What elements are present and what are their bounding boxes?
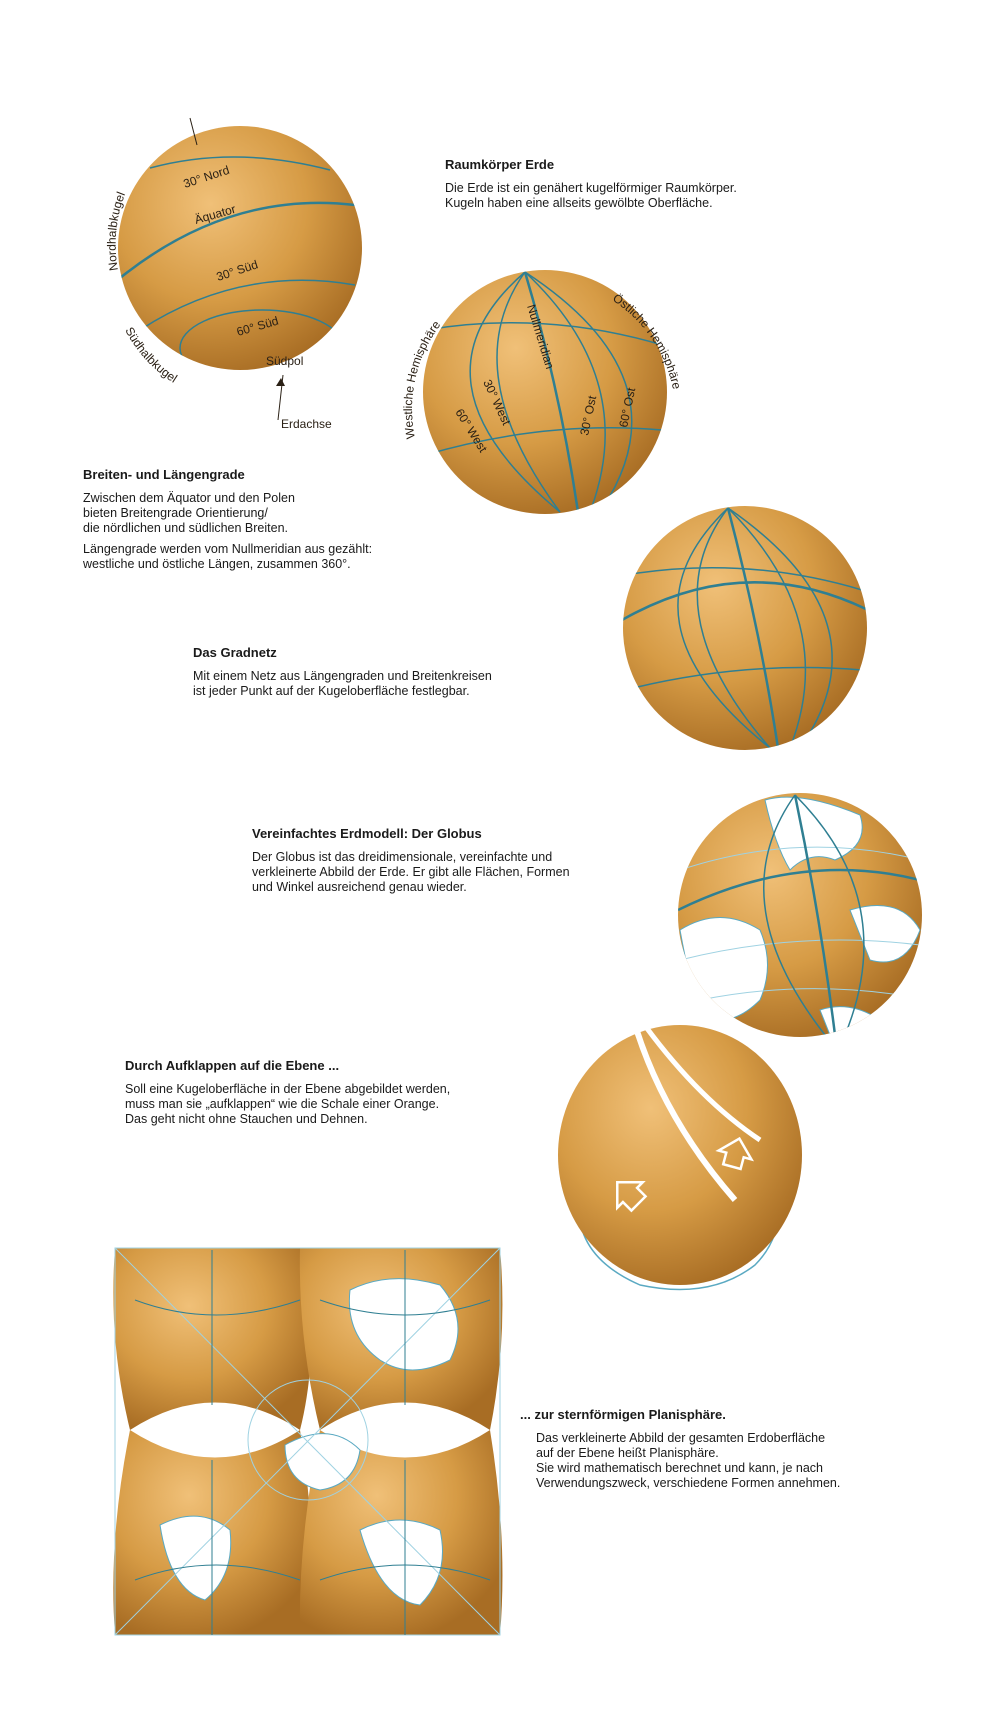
label-nullmeridian: Nullmeridian xyxy=(524,302,558,371)
peeled-globe xyxy=(558,1025,802,1290)
section-text: Mit einem Netz aus Längengraden und Breitenkreisen ist jeder Punkt auf der Kugeloberfläche festlegbar. xyxy=(193,669,492,698)
label-erdachse: Erdachse xyxy=(281,417,332,431)
section-title: Das Gradnetz xyxy=(193,645,277,660)
section-title: Raumkörper Erde xyxy=(445,157,555,172)
label-aequator: Äquator xyxy=(192,201,238,227)
globe-latitudes xyxy=(105,118,362,431)
section-title: Vereinfachtes Erdmodell: Der Globus xyxy=(252,826,482,841)
section-text: Das verkleinerte Abbild der gesamten Erdoberfläche auf der Ebene heißt Planisphäre. Sie wird mathematisch berechnet und kann, je nach Verwendungszweck, verschiedene Formen annehmen. xyxy=(536,1431,841,1490)
label-nordhalbkugel: Nordhalbkugel xyxy=(104,189,129,272)
section-aufklappen xyxy=(125,1058,565,1133)
label-60-sued: 60° Süd xyxy=(234,313,281,339)
gore-top-left xyxy=(113,1248,312,1430)
section-title: Durch Aufklappen auf die Ebene ... xyxy=(125,1058,340,1073)
label-oestliche-hemisphaere: Östliche Hemisphäre xyxy=(610,290,684,391)
label-30-sued: 30° Süd xyxy=(214,257,260,284)
label-60-ost: 60° Ost xyxy=(616,386,639,429)
section-gradnetz xyxy=(193,645,613,705)
globe-3-sphere xyxy=(623,506,867,750)
section-text: Zwischen dem Äquator und den Polen bieten Breitengrade Orientierung/ die nördlichen und südlichen Breiten. xyxy=(83,491,295,535)
section-planisphaere xyxy=(520,1407,960,1497)
globe-continents xyxy=(678,793,922,1037)
planisphere-star xyxy=(113,1248,502,1635)
section-breiten-laengen xyxy=(83,467,483,578)
section-raumkoerper xyxy=(445,157,875,217)
axis-arrow xyxy=(276,378,285,386)
label-30-west: 30° West xyxy=(480,377,514,428)
continent-south-america xyxy=(680,918,768,1021)
label-30-nord: 30° Nord xyxy=(181,162,232,191)
section-text: Soll eine Kugeloberfläche in der Ebene abgebildet werden, muss man sie „aufklappen“ wie die Schale einer Orange. Das geht nicht ohne Stauchen und Dehnen. xyxy=(125,1082,451,1126)
label-suedpol: Südpol xyxy=(266,354,304,368)
section-title: ... zur sternförmigen Planisphäre. xyxy=(520,1407,726,1422)
globe-graticule xyxy=(622,506,868,750)
label-westliche-hemisphaere: Westliche Hemisphäre xyxy=(401,317,444,440)
section-globus xyxy=(252,826,682,901)
section-text: Längengrade werden vom Nullmeridian aus gezählt: westliche und östliche Längen, zusammen 360°. xyxy=(83,542,373,571)
label-30-ost: 30° Ost xyxy=(577,394,600,437)
section-title: Breiten- und Längengrade xyxy=(83,467,245,482)
section-text: Der Globus ist das dreidimensionale, vereinfachte und verkleinerte Abbild der Erde. Er gibt alle Flächen, Formen und Winkel ausreichend genau wieder. xyxy=(252,850,570,894)
peeled-globe-body xyxy=(558,1025,802,1285)
section-text: Die Erde ist ein genähert kugelförmiger Raumkörper. Kugeln haben eine allseits gewölbte Oberfläche. xyxy=(445,181,737,210)
label-suedhalbkugel: Südhalbkugel xyxy=(122,324,180,386)
label-60-west: 60° West xyxy=(452,406,491,455)
